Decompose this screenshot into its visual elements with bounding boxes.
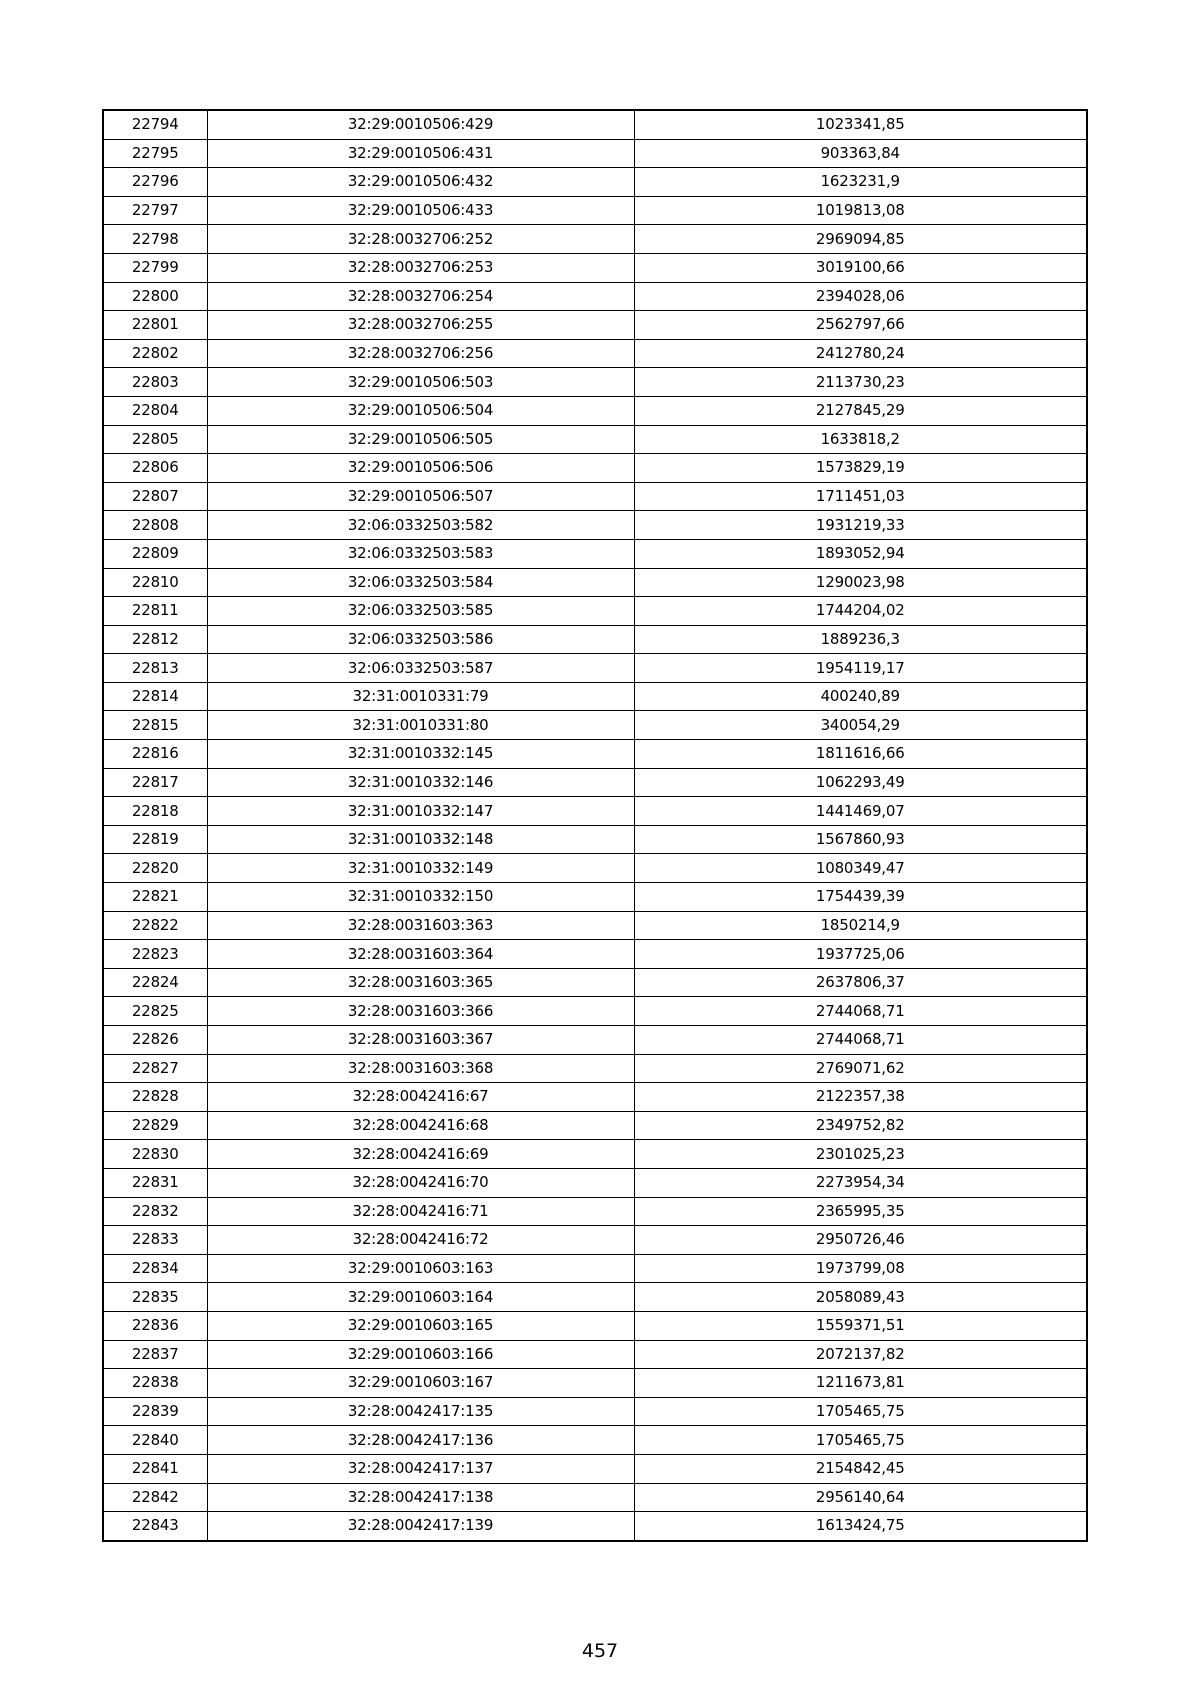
value-cell: 1893052,94 [634,539,1087,568]
value-cell: 1705465,75 [634,1426,1087,1455]
table-row [103,253,1087,282]
cadastral-number-cell: 32:28:0042416:71 [207,1197,634,1226]
cadastral-number-cell: 32:31:0010332:145 [207,740,634,769]
table-row [103,311,1087,340]
row-number-cell: 22795 [103,139,207,168]
row-number-cell: 22798 [103,225,207,254]
table-row [103,1369,1087,1398]
table-row [103,854,1087,883]
value-cell: 2394028,06 [634,282,1087,311]
table-row [103,597,1087,626]
value-cell: 1080349,47 [634,854,1087,883]
value-cell: 1567860,93 [634,825,1087,854]
row-number-cell: 22838 [103,1369,207,1398]
table-row [103,940,1087,969]
table-row [103,997,1087,1026]
table-row [103,1483,1087,1512]
value-cell: 2273954,34 [634,1168,1087,1197]
table-row [103,139,1087,168]
value-cell: 1623231,9 [634,168,1087,197]
cadastral-number-cell: 32:28:0032706:253 [207,253,634,282]
table-row [103,911,1087,940]
value-cell: 2365995,35 [634,1197,1087,1226]
row-number-cell: 22803 [103,368,207,397]
table-row [103,711,1087,740]
table-body [103,110,1087,1541]
row-number-cell: 22808 [103,511,207,540]
value-cell: 1711451,03 [634,482,1087,511]
row-number-cell: 22829 [103,1111,207,1140]
value-cell: 1441469,07 [634,797,1087,826]
value-cell: 1023341,85 [634,110,1087,139]
value-cell: 2127845,29 [634,396,1087,425]
cadastral-number-cell: 32:28:0042417:137 [207,1454,634,1483]
row-number-cell: 22814 [103,682,207,711]
cadastral-number-cell: 32:28:0042416:72 [207,1226,634,1255]
table-row [103,682,1087,711]
cadastral-number-cell: 32:06:0332503:585 [207,597,634,626]
value-cell: 1754439,39 [634,883,1087,912]
row-number-cell: 22836 [103,1311,207,1340]
table-row [103,1026,1087,1055]
table-row [103,1426,1087,1455]
value-cell: 2154842,45 [634,1454,1087,1483]
cadastral-number-cell: 32:06:0332503:586 [207,625,634,654]
value-cell: 1559371,51 [634,1311,1087,1340]
row-number-cell: 22826 [103,1026,207,1055]
row-number-cell: 22820 [103,854,207,883]
row-number-cell: 22807 [103,482,207,511]
cadastral-number-cell: 32:29:0010506:507 [207,482,634,511]
table-row [103,740,1087,769]
cadastral-number-cell: 32:28:0031603:366 [207,997,634,1026]
value-cell: 2744068,71 [634,1026,1087,1055]
value-cell: 2769071,62 [634,1054,1087,1083]
value-cell: 2562797,66 [634,311,1087,340]
table-row [103,883,1087,912]
row-number-cell: 22806 [103,454,207,483]
table-row [103,1168,1087,1197]
value-cell: 2412780,24 [634,339,1087,368]
cadastral-number-cell: 32:31:0010332:147 [207,797,634,826]
cadastral-number-cell: 32:31:0010332:149 [207,854,634,883]
row-number-cell: 22797 [103,196,207,225]
cadastral-number-cell: 32:06:0332503:584 [207,568,634,597]
value-cell: 2301025,23 [634,1140,1087,1169]
row-number-cell: 22802 [103,339,207,368]
cadastral-number-cell: 32:28:0031603:364 [207,940,634,969]
table-row [103,454,1087,483]
value-cell: 1937725,06 [634,940,1087,969]
table-row [103,968,1087,997]
table-row [103,768,1087,797]
row-number-cell: 22837 [103,1340,207,1369]
row-number-cell: 22830 [103,1140,207,1169]
table-row [103,1226,1087,1255]
value-cell: 340054,29 [634,711,1087,740]
cadastral-number-cell: 32:29:0010506:432 [207,168,634,197]
table-row [103,1340,1087,1369]
cadastral-number-cell: 32:28:0042417:138 [207,1483,634,1512]
table-row [103,425,1087,454]
table-row [103,110,1087,139]
value-cell: 1744204,02 [634,597,1087,626]
value-cell: 1850214,9 [634,911,1087,940]
cadastral-number-cell: 32:29:0010603:166 [207,1340,634,1369]
row-number-cell: 22834 [103,1254,207,1283]
table-row [103,339,1087,368]
cadastral-number-cell: 32:06:0332503:587 [207,654,634,683]
cadastral-number-cell: 32:29:0010603:167 [207,1369,634,1398]
value-cell: 1973799,08 [634,1254,1087,1283]
row-number-cell: 22801 [103,311,207,340]
value-cell: 2637806,37 [634,968,1087,997]
row-number-cell: 22816 [103,740,207,769]
table-row [103,568,1087,597]
cadastral-number-cell: 32:29:0010506:429 [207,110,634,139]
row-number-cell: 22812 [103,625,207,654]
row-number-cell: 22833 [103,1226,207,1255]
value-cell: 1019813,08 [634,196,1087,225]
cadastral-number-cell: 32:28:0032706:252 [207,225,634,254]
table-row [103,797,1087,826]
cadastral-number-cell: 32:06:0332503:583 [207,539,634,568]
table-row [103,1454,1087,1483]
row-number-cell: 22817 [103,768,207,797]
table-row [103,482,1087,511]
table-row [103,625,1087,654]
row-number-cell: 22840 [103,1426,207,1455]
value-cell: 2072137,82 [634,1340,1087,1369]
page-number: 457 [581,1640,619,1662]
row-number-cell: 22809 [103,539,207,568]
value-cell: 2122357,38 [634,1083,1087,1112]
cadastral-number-cell: 32:28:0032706:255 [207,311,634,340]
row-number-cell: 22842 [103,1483,207,1512]
value-cell: 1954119,17 [634,654,1087,683]
row-number-cell: 22843 [103,1512,207,1541]
value-cell: 903363,84 [634,139,1087,168]
row-number-cell: 22831 [103,1168,207,1197]
row-number-cell: 22827 [103,1054,207,1083]
row-number-cell: 22825 [103,997,207,1026]
value-cell: 2113730,23 [634,368,1087,397]
cadastral-number-cell: 32:29:0010506:503 [207,368,634,397]
value-cell: 1811616,66 [634,740,1087,769]
cadastral-number-cell: 32:28:0032706:254 [207,282,634,311]
cadastral-number-cell: 32:28:0042417:135 [207,1397,634,1426]
row-number-cell: 22828 [103,1083,207,1112]
cadastral-number-cell: 32:31:0010332:148 [207,825,634,854]
table-row [103,1283,1087,1312]
cadastral-number-cell: 32:31:0010331:79 [207,682,634,711]
cadastral-number-cell: 32:28:0031603:367 [207,1026,634,1055]
row-number-cell: 22804 [103,396,207,425]
row-number-cell: 22800 [103,282,207,311]
table-row [103,1254,1087,1283]
row-number-cell: 22835 [103,1283,207,1312]
cadastral-number-cell: 32:31:0010332:146 [207,768,634,797]
cadastral-number-cell: 32:06:0332503:582 [207,511,634,540]
cadastral-number-cell: 32:28:0032706:256 [207,339,634,368]
value-cell: 1211673,81 [634,1369,1087,1398]
row-number-cell: 22796 [103,168,207,197]
value-cell: 2744068,71 [634,997,1087,1026]
table-row [103,511,1087,540]
row-number-cell: 22821 [103,883,207,912]
table-row [103,539,1087,568]
cadastral-number-cell: 32:28:0042417:136 [207,1426,634,1455]
table-row [103,225,1087,254]
row-number-cell: 22832 [103,1197,207,1226]
cadastral-number-cell: 32:29:0010603:165 [207,1311,634,1340]
row-number-cell: 22819 [103,825,207,854]
table-row [103,1397,1087,1426]
cadastral-table [102,109,1088,1542]
row-number-cell: 22813 [103,654,207,683]
value-cell: 1062293,49 [634,768,1087,797]
row-number-cell: 22811 [103,597,207,626]
row-number-cell: 22818 [103,797,207,826]
value-cell: 1889236,3 [634,625,1087,654]
cadastral-number-cell: 32:29:0010506:505 [207,425,634,454]
row-number-cell: 22839 [103,1397,207,1426]
cadastral-number-cell: 32:28:0042417:139 [207,1512,634,1541]
value-cell: 1633818,2 [634,425,1087,454]
row-number-cell: 22794 [103,110,207,139]
table-row [103,1197,1087,1226]
table-row [103,196,1087,225]
table-row [103,396,1087,425]
value-cell: 2956140,64 [634,1483,1087,1512]
row-number-cell: 22823 [103,940,207,969]
cadastral-number-cell: 32:28:0042416:69 [207,1140,634,1169]
row-number-cell: 22841 [103,1454,207,1483]
row-number-cell: 22805 [103,425,207,454]
cadastral-number-cell: 32:28:0042416:68 [207,1111,634,1140]
value-cell: 1613424,75 [634,1512,1087,1541]
cadastral-number-cell: 32:28:0031603:365 [207,968,634,997]
value-cell: 1290023,98 [634,568,1087,597]
cadastral-number-cell: 32:29:0010506:506 [207,454,634,483]
cadastral-number-cell: 32:28:0031603:363 [207,911,634,940]
value-cell: 2058089,43 [634,1283,1087,1312]
table-row [103,1083,1087,1112]
table-row [103,1140,1087,1169]
cadastral-number-cell: 32:29:0010506:504 [207,396,634,425]
row-number-cell: 22815 [103,711,207,740]
cadastral-number-cell: 32:31:0010331:80 [207,711,634,740]
value-cell: 3019100,66 [634,253,1087,282]
value-cell: 1705465,75 [634,1397,1087,1426]
table-row [103,368,1087,397]
table-row [103,654,1087,683]
table-row [103,168,1087,197]
row-number-cell: 22799 [103,253,207,282]
value-cell: 400240,89 [634,682,1087,711]
cadastral-number-cell: 32:29:0010506:433 [207,196,634,225]
cadastral-number-cell: 32:28:0042416:70 [207,1168,634,1197]
table-row [103,1311,1087,1340]
cadastral-number-cell: 32:31:0010332:150 [207,883,634,912]
value-cell: 1573829,19 [634,454,1087,483]
value-cell: 1931219,33 [634,511,1087,540]
table-row [103,1054,1087,1083]
value-cell: 2969094,85 [634,225,1087,254]
cadastral-number-cell: 32:28:0042416:67 [207,1083,634,1112]
table-row [103,825,1087,854]
cadastral-number-cell: 32:29:0010603:163 [207,1254,634,1283]
value-cell: 2950726,46 [634,1226,1087,1255]
table-row [103,1512,1087,1541]
cadastral-number-cell: 32:29:0010603:164 [207,1283,634,1312]
value-cell: 2349752,82 [634,1111,1087,1140]
row-number-cell: 22824 [103,968,207,997]
cadastral-number-cell: 32:29:0010506:431 [207,139,634,168]
row-number-cell: 22810 [103,568,207,597]
row-number-cell: 22822 [103,911,207,940]
cadastral-number-cell: 32:28:0031603:368 [207,1054,634,1083]
table-row [103,1111,1087,1140]
table-row [103,282,1087,311]
